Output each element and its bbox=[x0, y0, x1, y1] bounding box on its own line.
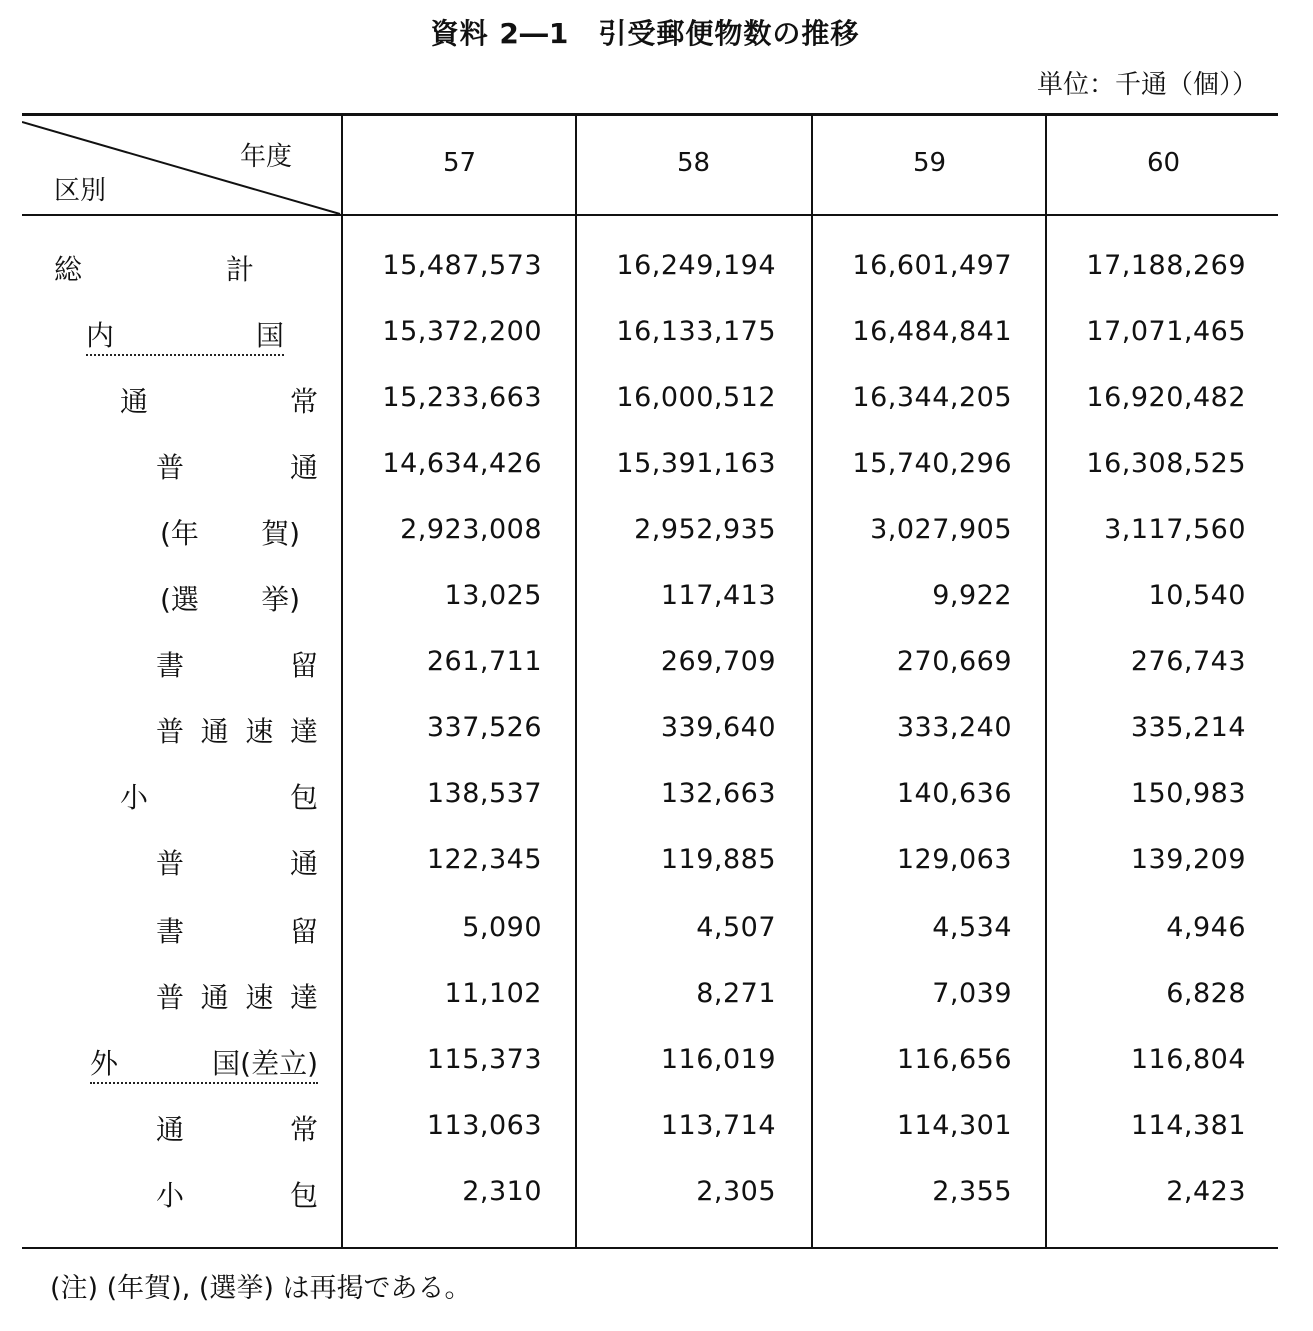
row-label: 総 計 bbox=[54, 253, 254, 286]
cell-57: 15,233,663 bbox=[382, 382, 542, 413]
table-row bbox=[0, 964, 1313, 1030]
cell-60: 4,946 bbox=[1166, 912, 1246, 943]
cell-58: 16,000,512 bbox=[616, 382, 776, 413]
cell-59: 140,636 bbox=[896, 778, 1012, 809]
cell-57: 5,090 bbox=[462, 912, 542, 943]
table-row bbox=[0, 764, 1313, 830]
cell-59: 9,922 bbox=[932, 580, 1012, 611]
cell-60: 150,983 bbox=[1130, 778, 1246, 809]
cell-60: 17,188,269 bbox=[1086, 250, 1246, 281]
cell-60: 114,381 bbox=[1130, 1110, 1246, 1141]
page-title: 資料 2―1 引受郵便物数の推移 bbox=[430, 17, 860, 50]
cell-60: 116,804 bbox=[1130, 1044, 1246, 1075]
row-label: 普 通 速 達 bbox=[156, 715, 318, 748]
year-header: 57 bbox=[442, 148, 477, 178]
table-row bbox=[0, 1096, 1313, 1162]
row-label: (年 賀) bbox=[160, 517, 300, 550]
cell-59: 7,039 bbox=[932, 978, 1012, 1009]
cell-59: 333,240 bbox=[896, 712, 1012, 743]
cell-59: 4,534 bbox=[932, 912, 1012, 943]
cell-57: 15,487,573 bbox=[382, 250, 542, 281]
cell-58: 16,249,194 bbox=[616, 250, 776, 281]
cell-58: 116,019 bbox=[660, 1044, 776, 1075]
row-label: 書 留 bbox=[156, 649, 318, 682]
cell-57: 122,345 bbox=[426, 844, 542, 875]
table-row bbox=[0, 302, 1313, 368]
cell-57: 14,634,426 bbox=[382, 448, 542, 479]
table-bottom-rule bbox=[22, 1247, 1278, 1249]
cell-60: 17,071,465 bbox=[1086, 316, 1246, 347]
cell-60: 16,308,525 bbox=[1086, 448, 1246, 479]
table-header-rule bbox=[22, 214, 1278, 216]
cell-57: 261,711 bbox=[426, 646, 542, 677]
cell-58: 8,271 bbox=[696, 978, 776, 1009]
cell-57: 115,373 bbox=[426, 1044, 542, 1075]
cell-58: 16,133,175 bbox=[616, 316, 776, 347]
cell-58: 132,663 bbox=[660, 778, 776, 809]
row-label: (選 挙) bbox=[160, 583, 300, 616]
cell-57: 15,372,200 bbox=[382, 316, 542, 347]
header-year-label: 年度 bbox=[240, 142, 293, 172]
row-label: 内 国 bbox=[86, 314, 284, 356]
table-row bbox=[0, 566, 1313, 632]
cell-60: 3,117,560 bbox=[1104, 514, 1246, 545]
cell-58: 339,640 bbox=[660, 712, 776, 743]
unit-label: 単位：千通（個）） bbox=[1036, 70, 1258, 100]
row-label: 普 通 速 達 bbox=[156, 981, 318, 1014]
cell-60: 335,214 bbox=[1130, 712, 1246, 743]
row-label: 普 通 bbox=[156, 847, 318, 880]
row-label: 通 常 bbox=[120, 385, 318, 418]
cell-60: 16,920,482 bbox=[1086, 382, 1246, 413]
cell-59: 15,740,296 bbox=[852, 448, 1012, 479]
row-label: 小 包 bbox=[120, 781, 318, 814]
cell-58: 15,391,163 bbox=[616, 448, 776, 479]
cell-60: 6,828 bbox=[1166, 978, 1246, 1009]
year-header: 59 bbox=[912, 148, 947, 178]
table-row bbox=[0, 236, 1313, 302]
header-category-label: 区別 bbox=[54, 176, 107, 206]
footnote: (注) (年賀), (選挙) は再掲である。 bbox=[50, 1273, 472, 1304]
cell-60: 276,743 bbox=[1130, 646, 1246, 677]
cell-57: 13,025 bbox=[444, 580, 542, 611]
cell-57: 337,526 bbox=[426, 712, 542, 743]
cell-60: 10,540 bbox=[1148, 580, 1246, 611]
cell-58: 2,305 bbox=[696, 1176, 776, 1207]
row-label: 小 包 bbox=[156, 1179, 318, 1212]
cell-59: 3,027,905 bbox=[870, 514, 1012, 545]
cell-57: 2,310 bbox=[462, 1176, 542, 1207]
table-row bbox=[0, 698, 1313, 764]
table-row bbox=[0, 368, 1313, 434]
row-label: 普 通 bbox=[156, 451, 318, 484]
row-label: 通 常 bbox=[156, 1113, 318, 1146]
year-header: 60 bbox=[1146, 148, 1181, 178]
cell-59: 16,344,205 bbox=[852, 382, 1012, 413]
cell-59: 270,669 bbox=[896, 646, 1012, 677]
row-label: 外 国(差立) bbox=[90, 1042, 318, 1084]
cell-58: 2,952,935 bbox=[634, 514, 776, 545]
cell-59: 129,063 bbox=[896, 844, 1012, 875]
cell-59: 16,601,497 bbox=[852, 250, 1012, 281]
table-row bbox=[0, 1162, 1313, 1228]
cell-59: 114,301 bbox=[896, 1110, 1012, 1141]
cell-59: 2,355 bbox=[932, 1176, 1012, 1207]
cell-59: 16,484,841 bbox=[852, 316, 1012, 347]
table-row bbox=[0, 830, 1313, 896]
cell-60: 2,423 bbox=[1166, 1176, 1246, 1207]
cell-57: 138,537 bbox=[426, 778, 542, 809]
cell-58: 4,507 bbox=[696, 912, 776, 943]
cell-59: 116,656 bbox=[896, 1044, 1012, 1075]
table-row bbox=[0, 500, 1313, 566]
cell-57: 113,063 bbox=[426, 1110, 542, 1141]
cell-60: 139,209 bbox=[1130, 844, 1246, 875]
row-label: 書 留 bbox=[156, 915, 318, 948]
cell-58: 117,413 bbox=[660, 580, 776, 611]
table-row bbox=[0, 898, 1313, 964]
table-row bbox=[0, 1030, 1313, 1096]
cell-58: 113,714 bbox=[660, 1110, 776, 1141]
year-header: 58 bbox=[676, 148, 711, 178]
cell-57: 2,923,008 bbox=[400, 514, 542, 545]
cell-58: 119,885 bbox=[660, 844, 776, 875]
table-row bbox=[0, 434, 1313, 500]
cell-58: 269,709 bbox=[660, 646, 776, 677]
cell-57: 11,102 bbox=[444, 978, 542, 1009]
table-row bbox=[0, 632, 1313, 698]
